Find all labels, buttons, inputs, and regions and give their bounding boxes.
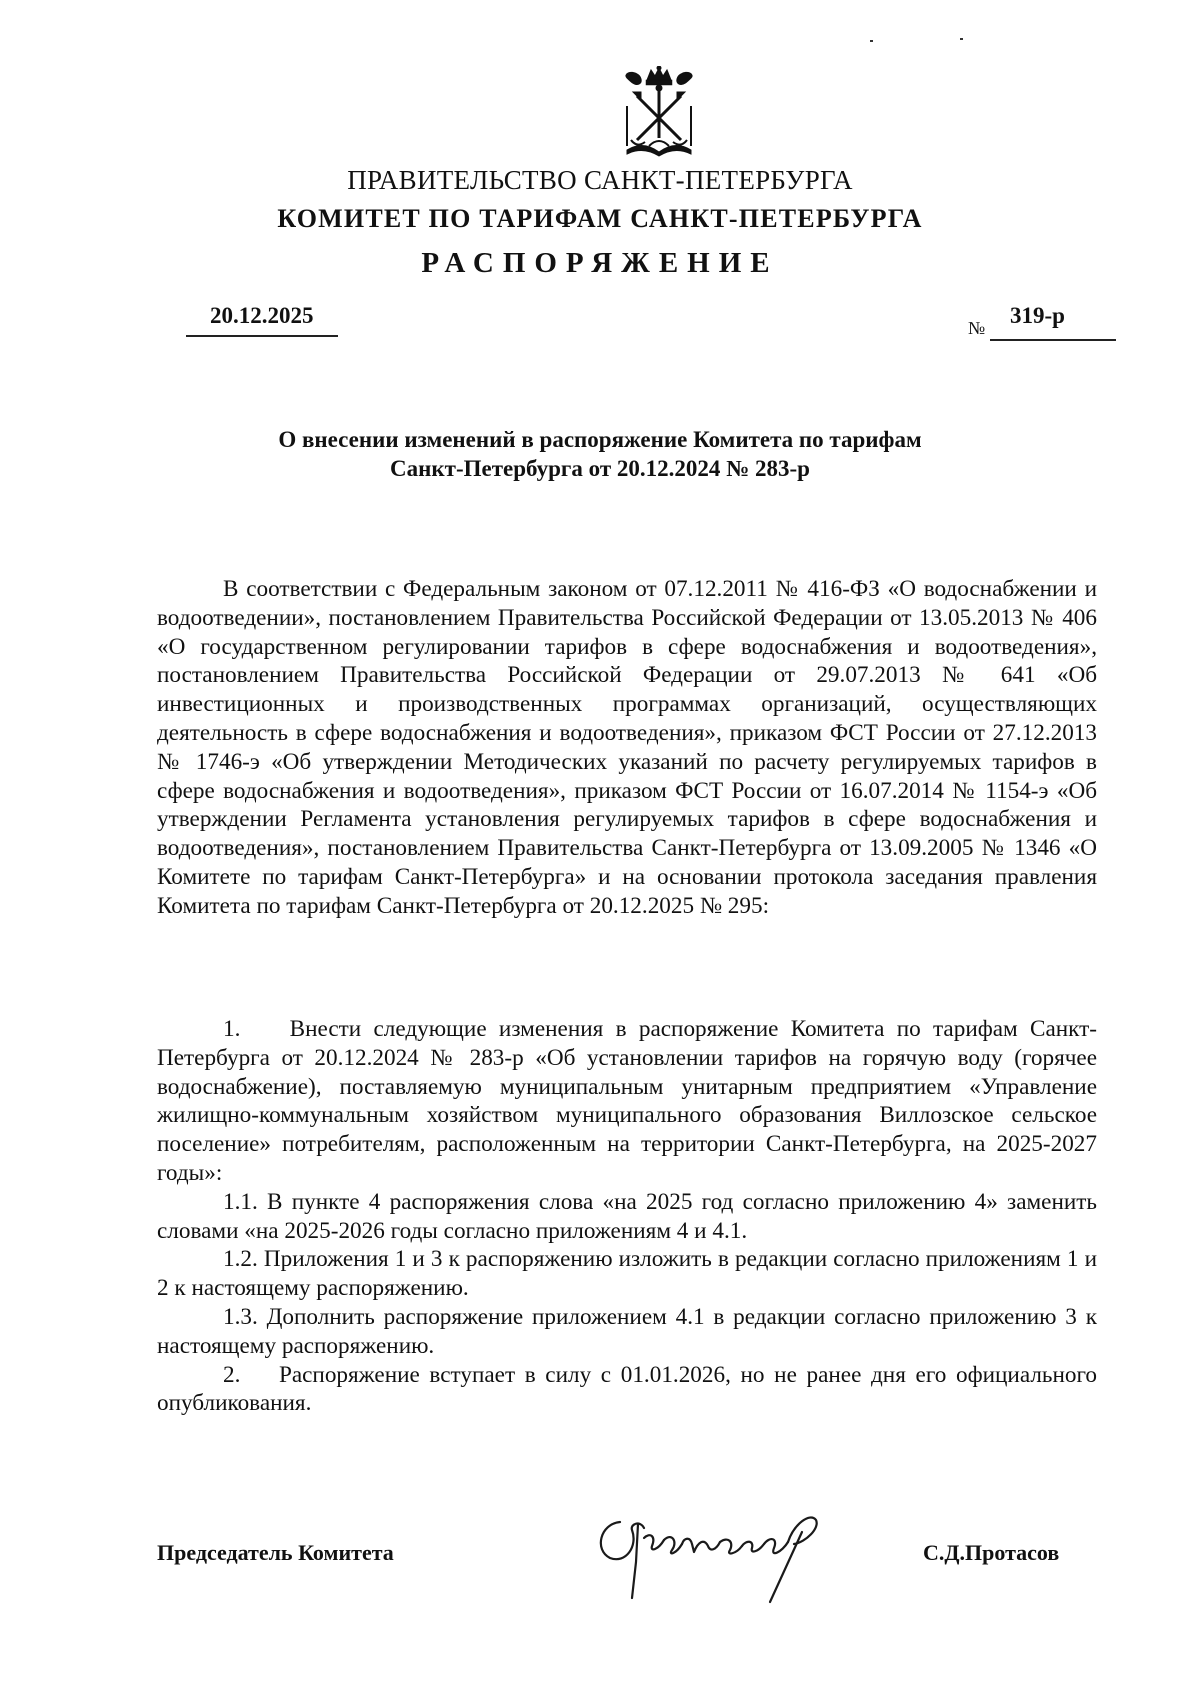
coat-of-arms-icon	[621, 66, 697, 158]
item-1-3-paragraph: 1.3. Дополнить распоряжение приложением 4.1 в редакции согласно приложению 3 к настоящему распоряжению.	[157, 1303, 1097, 1359]
scan-speck	[870, 40, 873, 42]
date-underline	[186, 335, 338, 337]
document-date: 20.12.2025	[210, 303, 314, 328]
government-heading: ПРАВИТЕЛЬСТВО САНКТ-ПЕТЕРБУРГА	[347, 165, 853, 195]
item-2-paragraph: 2. Распоряжение вступает в силу с 01.01.2026, но не ранее дня его официального опубликования.	[157, 1361, 1097, 1417]
document-type-heading: РАСПОРЯЖЕНИЕ	[421, 247, 779, 279]
committee-heading: КОМИТЕТ ПО ТАРИФАМ САНКТ-ПЕТЕРБУРГА	[277, 204, 923, 233]
handwritten-signature	[580, 1502, 850, 1612]
title-line-1: О внесении изменений в распоряжение Комитета по тарифам	[278, 427, 922, 452]
item-1-paragraph: 1. Внести следующие изменения в распоряжение Комитета по тарифам Санкт-Петербурга от 20.12.2024 № 283-р «Об установлении тарифов на горячую воду (горячее водоснабжение), поставляемую муниципальным унитарным предприятием «Управление жилищно-коммунальным хозяйством муниципального образования Виллозское сельское поселение» потребителям, расположенным на территории Санкт-Петербурга, на 2025-2027 годы»:	[157, 1016, 1097, 1186]
number-sign: №	[968, 318, 986, 338]
title-line-2: Санкт-Петербурга от 20.12.2024 № 283-р	[390, 456, 810, 481]
resolution-block	[157, 1015, 1097, 1418]
item-1-2-paragraph: 1.2. Приложения 1 и 3 к распоряжению изложить в редакции согласно приложениям 1 и 2 к настоящему распоряжению.	[157, 1246, 1097, 1302]
signatory-position: Председатель Комитета	[157, 1540, 394, 1565]
scan-speck	[960, 38, 963, 40]
preamble-block	[157, 575, 1097, 921]
document-number: 319-р	[1010, 303, 1065, 328]
signatory-name: С.Д.Протасов	[923, 1540, 1060, 1565]
number-underline	[990, 339, 1116, 341]
preamble-paragraph: В соответствии с Федеральным законом от 07.12.2011 № 416-ФЗ «О водоснабжении и водоотведении», постановлением Правительства Российской Федерации от 13.05.2013 № 406 «О государственном регулировании тарифов в сфере водоснабжения и водоотведения», постановлением Правительства Российской Федерации от 29.07.2013 № 641 «Об инвестиционных и производственных программах организаций, осуществляющих деятельность в сфере водоснабжения и водоотведения», приказом ФСТ России от 27.12.2013 № 1746-э «Об утверждении Методических указаний по расчету регулируемых тарифов в сфере водоснабжения и водоотведения», приказом ФСТ России от 16.07.2014 № 1154-э «Об утверждении Регламента установления регулируемых тарифов в сфере водоснабжения и водоотведения», постановлением Правительства Санкт-Петербурга от 13.09.2005 № 1346 «О Комитете по тарифам Санкт-Петербурга» и на основании протокола заседания правления Комитета по тарифам Санкт-Петербурга от 20.12.2025 № 295:	[157, 576, 1097, 919]
item-1-1-paragraph: 1.1. В пункте 4 распоряжения слова «на 2025 год согласно приложению 4» заменить словами «на 2025-2026 годы согласно приложениям 4 и 4.1.	[157, 1188, 1097, 1244]
document-title	[150, 425, 1050, 483]
